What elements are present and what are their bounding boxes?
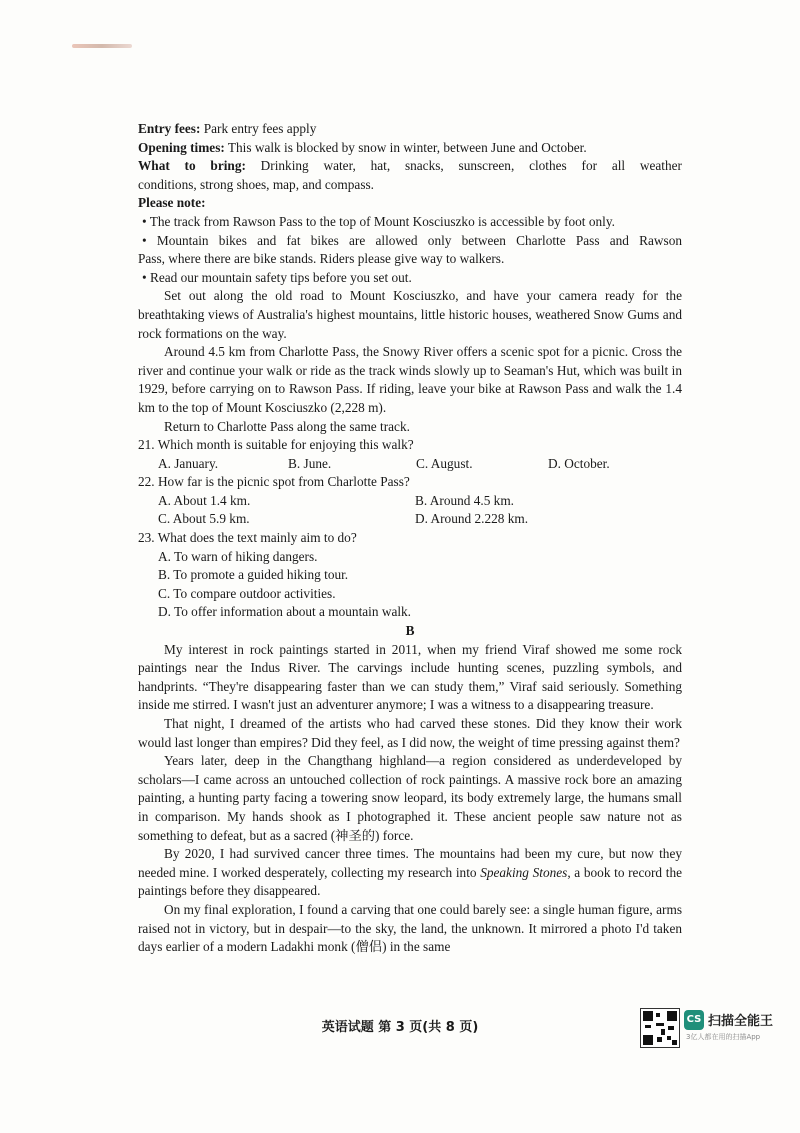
note-item: • The track from Rawson Pass to the top of Mount Kosciuszko is accessible by foot only.: [142, 213, 615, 229]
what-to-bring-cont: conditions, strong shoes, map, and compass.: [138, 176, 374, 192]
passage-b-paragraph: That night, I dreamed of the artists who had carved these stones. Did they know their work would last longer than empires? Did they feel, as I did now, the weight of time pressing against them?: [138, 716, 682, 750]
scanner-logo-icon: CS: [684, 1010, 704, 1030]
answer-option: B. June.: [288, 455, 332, 471]
opening-times-line: [138, 139, 682, 158]
paragraph-text: By 2020, I had survived cancer three times. The mountains had been my cure, but now they needed mine. I worked desperately, collecting my research into: [138, 846, 682, 880]
passage-b-paragraph: My interest in rock paintings started in 2011, when my friend Viraf showed me some rock paintings near the Indus River. The carvings include hunting scenes, puzzling symbols, and handprints. “They're disappearing faster than we can study them,” Viraf said seriously. Something inside me stirred. I wasn't just an adventurer anymore; I was a witness to a disappearing treasure.: [138, 641, 682, 713]
entry-fees-label: Entry fees:: [138, 121, 201, 136]
what-to-bring-value: Drinking water, hat, snacks, sunscreen, clothes for all weather: [245, 158, 682, 174]
answer-option: A. January.: [158, 455, 219, 471]
opening-times-value: This walk is blocked by snow in winter, between June and October.: [224, 139, 587, 155]
qr-code-icon: [640, 1008, 680, 1048]
answer-option: B. Around 4.5 km.: [415, 492, 514, 508]
question-stem: 23. What does the text mainly aim to do?: [138, 530, 357, 546]
answer-option: B. To promote a guided hiking tour.: [158, 567, 349, 583]
passage-b-paragraph: Years later, deep in the Changthang highland—a region considered as underdeveloped by scholars—I came across an untouched collection of rock paintings. A massive rock bore an amazing painting, a hunting party facing a towering snow leopard, its body extremely large, the humans small in comparison. My hands shook as I photographed it. These ancient people saw nature not as something to defeat, but as a sacred (神圣的) force.: [138, 753, 682, 843]
answer-option: D. October.: [548, 455, 610, 471]
what-to-bring-line: [138, 157, 682, 176]
ink-stamp-mark: [72, 44, 132, 48]
paragraph-text: , a book to record the paintings before they disappeared.: [138, 864, 682, 899]
answer-option: C. About 5.9 km.: [158, 511, 250, 527]
exam-page: [138, 120, 682, 957]
answer-option: A. About 1.4 km.: [158, 492, 251, 508]
scanner-app-name: 扫描全能王: [708, 1014, 774, 1029]
answer-option: C. To compare outdoor activities.: [158, 585, 336, 601]
passage-b-paragraph: On my final exploration, I found a carving that one could barely see: a single human figure, arms raised not in victory, but in despair—to the sky, the land, the unknown. It mirrored a photo I'd taken days earlier of a modern Ladakhi monk (僧侣) in the same: [138, 901, 682, 955]
note-item: • Mountain bikes and fat bikes are allowed only between Charlotte Pass and Rawson: [142, 232, 682, 248]
note-item: • Read our mountain safety tips before you set out.: [142, 269, 412, 285]
question-options: [138, 510, 682, 529]
question-stem: 22. How far is the picnic spot from Charlotte Pass?: [138, 474, 410, 490]
passage-a-paragraph: Set out along the old road to Mount Kosciuszko, and have your camera ready for the breathtaking views of Australia's highest mountains, little historic houses, weathered Snow Gums and rock formations on the way.: [138, 288, 682, 341]
question-stem: 21. Which month is suitable for enjoying this walk?: [138, 437, 414, 453]
answer-option: D. Around 2.228 km.: [415, 511, 529, 527]
entry-fees-line: [138, 120, 682, 139]
question-options: [138, 492, 682, 511]
answer-option: A. To warn of hiking dangers.: [158, 548, 318, 564]
passage-b-paragraph: [138, 845, 682, 901]
scanner-tagline: 3亿人都在用的扫描App: [686, 1033, 761, 1041]
passage-a-paragraph: Around 4.5 km from Charlotte Pass, the Snowy River offers a scenic spot for a picnic. Cross the river and continue your walk or ride as the track winds slowly up to Seaman's Hut, which was built in 1929, before carrying on to Rawson Pass. If riding, leave your bike at Rawson Pass and walk the 1.4 km to the top of Mount Kosciuszko (2,228 m).: [138, 344, 682, 415]
answer-option: D. To offer information about a mountain walk.: [158, 604, 412, 620]
section-heading: B: [405, 623, 415, 639]
opening-times-label: Opening times:: [138, 139, 225, 155]
please-note-label: Please note:: [138, 195, 206, 211]
question-options: [138, 455, 682, 474]
note-item-cont: Pass, where there are bike stands. Riders please give way to walkers.: [138, 251, 505, 267]
what-to-bring-label: What to bring:: [138, 158, 246, 174]
please-note-line: [138, 194, 682, 213]
entry-fees-value: Park entry fees apply: [200, 121, 317, 136]
book-title: Speaking Stones: [480, 864, 568, 880]
page-footer: 英语试题 第 3 页(共 8 页): [321, 1020, 479, 1035]
answer-option: C. August.: [416, 455, 473, 471]
passage-a-paragraph: Return to Charlotte Pass along the same track.: [164, 418, 410, 434]
